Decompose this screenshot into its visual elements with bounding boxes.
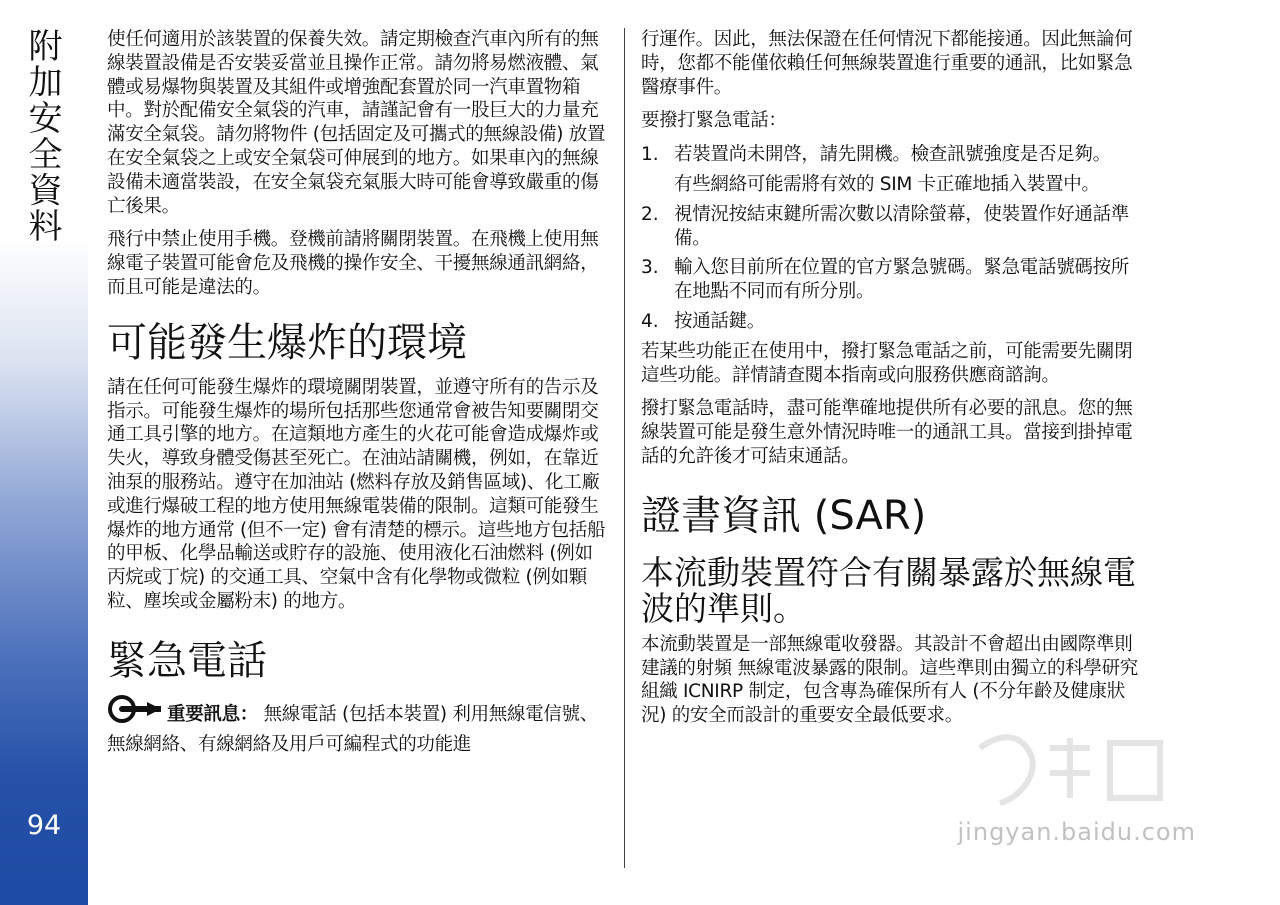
paragraph-continued: 行運作。因此，無法保證在任何情況下都能接通。因此無論何時，您都不能僅依賴任何無線裝置進行重要的通訊，比如緊急醫療事件。 xyxy=(641,29,1133,98)
heading-emergency-calls: 緊急電話 xyxy=(107,637,267,684)
watermark-text: jingyan.baidu.com xyxy=(957,818,1196,846)
note-label: 重要訊息： xyxy=(167,703,259,725)
step-number: 1. xyxy=(641,144,659,166)
emergency-steps-list xyxy=(641,143,1143,334)
section-title: 附加安全資料 xyxy=(22,28,62,244)
paragraph-features: 若某些功能正在使用中，撥打緊急電話之前，可能需要先關閉這些功能。詳情請查閱本指南或向服務供應商諮詢。 xyxy=(641,340,1133,386)
step-subtext: 有些網絡可能需將有效的 SIM 卡正確地插入裝置中。 xyxy=(674,173,1100,195)
paragraph-intro: 要撥打緊急電話： xyxy=(641,110,787,132)
heading-explosive-environment: 可能發生爆炸的環境 xyxy=(107,319,467,366)
paragraph-sar: 本流動裝置是一部無線電收發器。其設計不會超出由國際準則建議的射頻 無線電波暴露的限制。這些準則由獨立的科學研究組織 ICNIRP 制定，包含專為確保所有人 (不分年齡及健康狀況) 的安全而設計的重要安全最低要求。 xyxy=(641,633,1138,727)
step-text: 輸入您目前所在位置的官方緊急號碼。緊急電話號碼按所在地點不同而有所分別。 xyxy=(674,257,1130,303)
step-number: 4. xyxy=(641,310,659,332)
page-number: 94 xyxy=(26,810,62,841)
step-text: 視情況按結束鍵所需次數以清除螢幕，使裝置作好通話準備。 xyxy=(674,203,1130,249)
heading-guideline: 本流動裝置符合有關暴露於無線電波的準則。 xyxy=(641,552,1136,628)
column-divider xyxy=(624,28,625,868)
paragraph-vehicle-airbag: 使任何適用於該裝置的保養失效。請定期檢查汽車內所有的無線裝置設備是否安裝妥當並且操作正常。請勿將易燃液體、氣體或易爆物與裝置及其組件或增強配套置於同一汽車置物箱中。對於配備安全氣袋的汽車，請謹記會有一股巨大的力量充滿安全氣袋。請勿將物件 (包括固定及可攜式的無線設備) 放置在安全氣袋之上或安全氣袋可伸展到的地方。如果車內的無線設備未適當裝設，在安全氣袋充氣脹大時可能會導致嚴重的傷亡後果。 xyxy=(107,29,606,217)
step-text: 若裝置尚未開啓，請先開機。檢查訊號強度是否足夠。 xyxy=(674,144,1111,166)
list-item xyxy=(641,203,1143,251)
step-number: 2. xyxy=(641,203,659,225)
sidebar xyxy=(0,0,88,905)
list-item xyxy=(641,143,1143,197)
step-number: 3. xyxy=(641,257,659,279)
step-text: 按通話鍵。 xyxy=(674,310,766,332)
paragraph-info: 撥打緊急電話時，盡可能準確地提供所有必要的訊息。您的無線裝置可能是發生意外情況時唯一的通訊工具。當接到掛掉電話的允許後才可結束通話。 xyxy=(641,398,1133,467)
paragraph-explosive: 請在任何可能發生爆炸的環境關閉裝置，並遵守所有的告示及指示。可能發生爆炸的場所包括那些您通常會被告知要關閉交通工具引擎的地方。在這類地方產生的火花可能會造成爆炸或失火，導致身體受傷甚至死亡。在油站請關機，例如，在靠近油泵的服務站。遵守在加油站 (燃料存放及銷售區域)、化工廠或進行爆破工程的地方使用無線電裝備的限制。這類可能發生爆炸的地方通常 (但不一定) 會有清楚的標示。這些地方包括船的甲板、化學品輸送或貯存的設施、使用液化石油燃料 (例如丙烷或丁烷) 的交通工具、空氣中含有化學物或微粒 (例如顆粒、塵埃或金屬粉末) 的地方。 xyxy=(107,376,606,612)
list-item xyxy=(641,310,1143,334)
list-item xyxy=(641,256,1143,304)
left-column xyxy=(107,28,609,766)
paragraph-aircraft: 飛行中禁止使用手機。登機前請將關閉裝置。在飛機上使用無線電子裝置可能會危及飛機的操作安全、干擾無線通訊網絡，而且可能是違法的。 xyxy=(107,229,599,298)
important-note xyxy=(107,692,609,757)
important-info-icon xyxy=(107,692,163,733)
right-column xyxy=(641,28,1143,738)
note-text: 無線電話 (包括本裝置) 利用無線電信號、無線網絡、有線網絡及用戶可編程式的功能進 xyxy=(107,703,598,755)
heading-sar: 證書資訊 (SAR) xyxy=(641,492,927,539)
